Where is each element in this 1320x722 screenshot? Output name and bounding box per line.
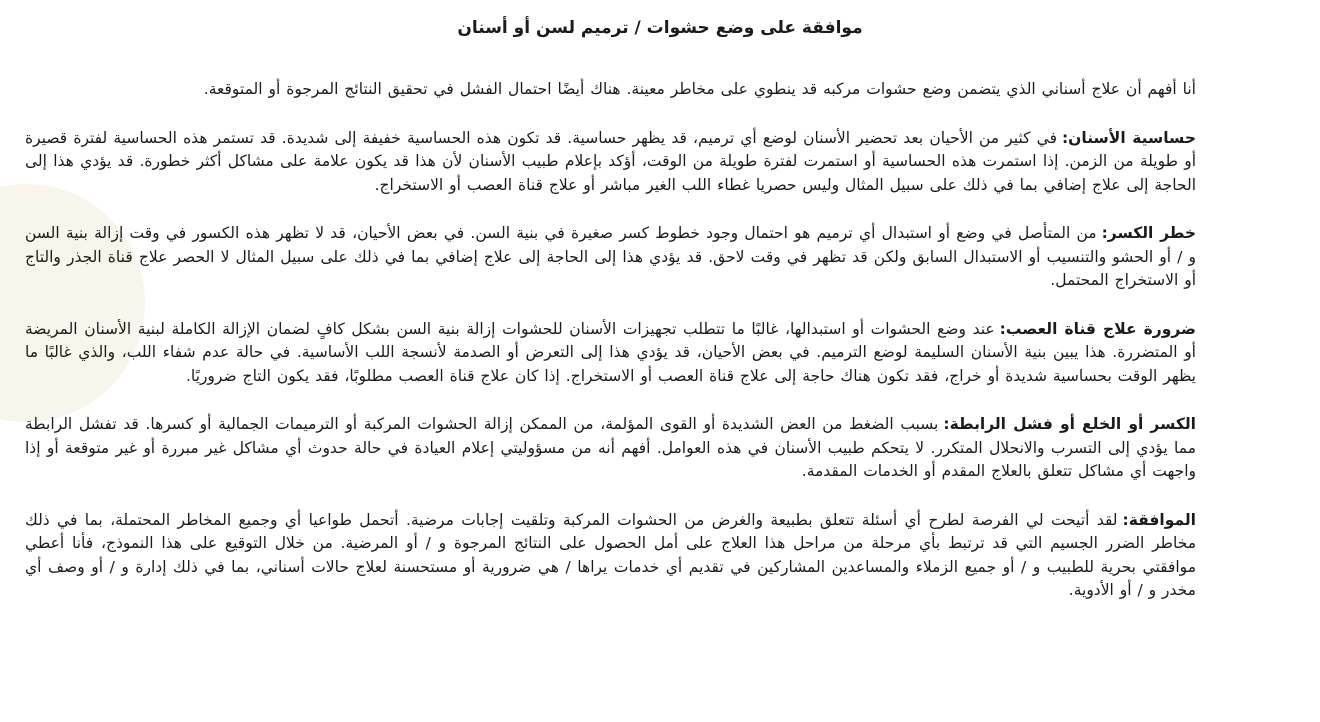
section-heading-tooth-sensitivity: حساسية الأسنان: [1061,128,1196,147]
section-body-consent: لقد أتيحت لي الفرصة لطرح أي أسئلة تتعلق بطبيعة والغرض من الحشوات المركبة وتلقيت إجابات مرضية. أتحمل طواعيا أي وجميع المخاطر المحتملة، بما في ذلك مخاطر الضرر الجسيم التي قد ترتبط بأي مرحلة من مراحل هذا العلاج على أمل الحصول على النتائج المرجوة و / أو المرضية. من خلال التوقيع على هذا النموذج، فأنا أعطي موافقتي بحرية للطبيب و / أو جميع الزملاء والمساعدين المشاركين في تقديم أي خدمات يراها / هي ضرورية أو مستحسنة لعلاج حالات أسناني، بما في ذلك إدارة و / أو وصف أي مخدر و / أو الأدوية. [25,510,1196,599]
section-heading-consent: الموافقة: [1122,510,1196,529]
section-heading-root-canal-necessity: ضرورة علاج قناة العصب: [999,319,1196,338]
section-root-canal-necessity [25,318,1196,389]
intro-paragraph: أنا أفهم أن علاج أسناني الذي يتضمن وضع حشوات مركبه قد ينطوي على مخاطر معينة. هناك أيضًا احتمال الفشل في تحقيق النتائج المرجوة أو المتوقعة. [203,80,1196,98]
document-body [0,78,1320,603]
section-breakage-bond-failure [25,413,1196,484]
section-tooth-sensitivity [25,127,1196,198]
section-body-fracture-risk: من المتأصل في وضع أو استبدال أي ترميم هو احتمال وجود خطوط كسر صغيرة في بنية السن. في بعض الأحيان، قد لا تظهر هذه الكسور في وقت إزالة بنية السن و / أو الحشو والتنسيب أو الاستبدال السابق ولكن قد تظهر في وقت لاحق. قد يؤدي هذا إلى الحاجة إلى علاج إضافي بما في ذلك على سبيل المثال لا الحصر علاج قناة الجذر والتاج أو الاستخراج المحتمل. [25,224,1196,289]
section-body-tooth-sensitivity: في كثير من الأحيان بعد تحضير الأسنان لوضع أي ترميم، قد يظهر حساسية. قد تكون هذه الحساسية خفيفة إلى شديدة. قد تستمر هذه الحساسية لفترة قصيرة أو طويلة من الزمن. إذا استمرت هذه الحساسية أو استمرت لفترة طويلة من الوقت، أؤكد بإعلام طبيب الأسنان لأن هذا قد يكون علامة على مشاكل أكثر خطورة. قد يؤدي هذا إلى الحاجة إلى علاج إضافي بما في ذلك على سبيل المثال وليس حصريا غطاء اللب الغير مباشر أو علاج قناة العصب أو الاستخراج. [25,128,1196,194]
section-body-root-canal-necessity: عند وضع الحشوات أو استبدالها، غالبًا ما تتطلب تجهيزات الأسنان للحشوات إزالة بنية السن بشكل كافٍ لضمان الإزالة الكاملة لبنية الأسنان المريضة أو المتضررة. هذا يبين بنية الأسنان السليمة لوضع الترميم. في بعض الأحيان، قد يؤدي هذا إلى التعرض أو الصدمة لأنسجة اللب الأساسية. في حالة عدم شفاء اللب، والذي غالبًا ما يظهر الوقت بحساسية شديدة أو خراج، فقد تكون هناك حاجة إلى علاج قناة العصب أو الاستخراج. إذا كان علاج قناة العصب مطلوبًا، فقد يكون التاج ضروريًا. [25,319,1196,385]
section-heading-fracture-risk: خطر الكسر: [1101,224,1196,242]
section-heading-breakage-bond-failure: الكسر أو الخلع أو فشل الرابطة: [943,415,1196,433]
page-title: موافقة على وضع حشوات / ترميم لسن أو أسنان [457,18,863,38]
section-body-breakage-bond-failure: بسبب الضغط من العض الشديدة أو القوى المؤلمة، من الممكن إزالة الحشوات المركبة أو الترميمات الجمالية أو كسرها. قد تفشل الرابطة مما يؤدي إلى التسرب والانحلال المتكرر. لا يتحكم طبيب الأسنان في هذه العوامل. أفهم أنه من مسؤوليتي إعلام العيادة في حالة حدوث أي مشاكل غير مبررة أو غير متوقعة أو إذا واجهت أي مشاكل تتعلق بالعلاج المقدم أو الخدمات المقدمة. [25,415,1196,480]
section-fracture-risk [25,222,1196,293]
section-consent [25,509,1196,603]
